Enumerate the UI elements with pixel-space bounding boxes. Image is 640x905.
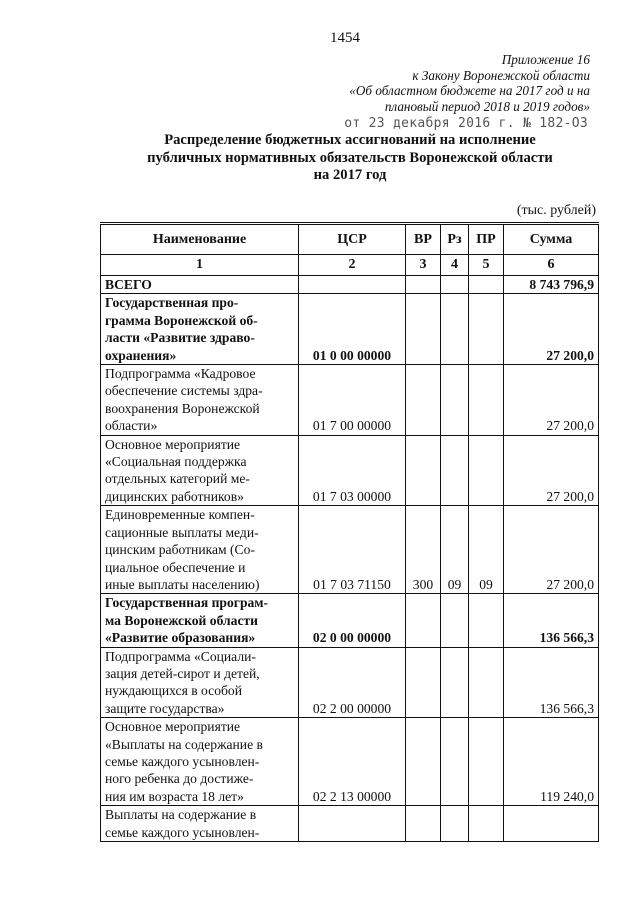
name-line: Государственная про-: [105, 295, 239, 311]
name-line: области»: [105, 418, 158, 434]
name-line: семье каждого усыновлен-: [105, 753, 260, 769]
table-row: [101, 365, 599, 436]
name-line: семье каждого усыновлен-: [105, 824, 260, 840]
name-line: Подпрограмма «Социали-: [105, 648, 256, 664]
title-line: Распределение бюджетных ассигнований на исполнение: [164, 132, 536, 148]
name-line: «Развитие образования»: [105, 630, 256, 646]
cell-pr: 09: [469, 506, 504, 594]
column-number: 5: [469, 255, 504, 276]
cell-sum: 8 743 796,9: [504, 276, 599, 294]
cell-csr: 01 0 00 00000: [299, 294, 406, 365]
cell-vr: [406, 806, 441, 842]
cell-vr: [406, 647, 441, 718]
name-line: ного ребенка до достиже-: [105, 771, 254, 787]
cell-sum: 27 200,0: [504, 506, 599, 594]
title-line: публичных нормативных обязательств Воронежской области: [147, 149, 553, 166]
name-line: цинским работникам (Со-: [105, 542, 255, 558]
cell-name: [101, 806, 299, 842]
cell-csr: 02 2 00 00000: [299, 647, 406, 718]
cell-vr: [406, 365, 441, 436]
cell-name: [101, 435, 299, 506]
appendix-note: [270, 52, 590, 114]
name-line: нуждающихся в особой: [105, 683, 242, 699]
cell-sum: 27 200,0: [504, 365, 599, 436]
name-line: обеспечение системы здра-: [105, 383, 263, 399]
name-line: циальное обеспечение и: [105, 559, 246, 575]
cell-rz: [441, 647, 469, 718]
table-row: [101, 806, 599, 842]
cell-rz: [441, 806, 469, 842]
name-line: дицинских работников»: [105, 488, 244, 504]
cell-vr: [406, 276, 441, 294]
table-body: [101, 276, 599, 842]
budget-table: [100, 222, 599, 842]
cell-pr: [469, 276, 504, 294]
name-line: ния им возраста 18 лет»: [105, 788, 244, 804]
cell-pr: [469, 435, 504, 506]
header-rz: Рз: [441, 224, 469, 255]
table-row: [101, 718, 599, 806]
cell-csr: 02 2 13 00000: [299, 718, 406, 806]
cell-sum: [504, 806, 599, 842]
table-row: [101, 647, 599, 718]
cell-rz: [441, 718, 469, 806]
name-line: Государственная програм-: [105, 595, 269, 611]
cell-name: [101, 647, 299, 718]
cell-pr: [469, 594, 504, 647]
name-line: ВСЕГО: [105, 277, 152, 292]
cell-name: [101, 294, 299, 365]
name-line: «Социальная поддержка: [105, 454, 247, 470]
name-line: иные выплаты населению): [105, 576, 260, 592]
cell-vr: [406, 718, 441, 806]
name-line: ма Воронежской области: [105, 612, 258, 628]
cell-rz: [441, 365, 469, 436]
name-line: Единовременные компен-: [105, 507, 255, 523]
header-csr: ЦСР: [299, 224, 406, 255]
cell-vr: [406, 294, 441, 365]
cell-vr: [406, 435, 441, 506]
table-row: [101, 276, 599, 294]
cell-vr: 300: [406, 506, 441, 594]
page-number: 1454: [330, 30, 360, 46]
name-line: воохранения Воронежской: [105, 400, 260, 416]
header-sum: Сумма: [504, 224, 599, 255]
cell-pr: [469, 806, 504, 842]
cell-csr: 02 0 00 00000: [299, 594, 406, 647]
cell-pr: [469, 718, 504, 806]
name-line: Основное мероприятие: [105, 436, 241, 452]
column-number: 2: [299, 255, 406, 276]
cell-csr: 01 7 00 00000: [299, 365, 406, 436]
appendix-line: Приложение 16: [501, 52, 590, 67]
column-number-row: [101, 255, 599, 276]
name-line: грамма Воронежской об-: [105, 312, 258, 328]
cell-csr: [299, 806, 406, 842]
cell-rz: [441, 294, 469, 365]
header-row: [101, 224, 599, 255]
cell-pr: [469, 294, 504, 365]
name-line: охранения»: [105, 347, 177, 363]
units-label: (тыс. рублей): [516, 203, 596, 218]
cell-csr: 01 7 03 00000: [299, 435, 406, 506]
name-line: «Выплаты на содержание в: [105, 736, 263, 752]
name-line: Выплаты на содержание в: [105, 807, 257, 823]
cell-pr: [469, 365, 504, 436]
appendix-line: плановый период 2018 и 2019 годов»: [384, 98, 590, 114]
cell-sum: 136 566,3: [504, 594, 599, 647]
table-row: [101, 294, 599, 365]
table-row: [101, 435, 599, 506]
header-vr: ВР: [406, 224, 441, 255]
column-number: 4: [441, 255, 469, 276]
table-header: [101, 224, 599, 276]
cell-name: [101, 506, 299, 594]
column-number: 3: [406, 255, 441, 276]
name-line: зация детей-сирот и детей,: [105, 665, 260, 681]
cell-name: [101, 365, 299, 436]
cell-pr: [469, 647, 504, 718]
cell-name: [101, 594, 299, 647]
name-line: сационные выплаты меди-: [105, 524, 259, 540]
name-line: отдельных категорий ме-: [105, 471, 250, 487]
column-number: 6: [504, 255, 599, 276]
appendix-line: к Закону Воронежской области: [412, 67, 590, 83]
header-pr: ПР: [469, 224, 504, 255]
title-line: на 2017 год: [313, 167, 387, 183]
cell-csr: 01 7 03 71150: [299, 506, 406, 594]
cell-rz: [441, 594, 469, 647]
name-line: Основное мероприятие: [105, 719, 241, 735]
cell-rz: 09: [441, 506, 469, 594]
table-row: [101, 506, 599, 594]
column-number: 1: [101, 255, 299, 276]
cell-sum: 27 200,0: [504, 294, 599, 365]
header-name: Наименование: [101, 224, 299, 255]
name-line: ласти «Развитие здраво-: [105, 330, 255, 346]
name-line: Подпрограмма «Кадровое: [105, 366, 256, 382]
cell-rz: [441, 276, 469, 294]
law-date-stamp: от 23 декабря 2016 г. № 182-ОЗ: [344, 116, 588, 131]
appendix-line: «Об областном бюджете на 2017 год и на: [349, 83, 590, 99]
cell-csr: [299, 276, 406, 294]
cell-name: [101, 718, 299, 806]
cell-vr: [406, 594, 441, 647]
name-line: защите государства»: [105, 700, 225, 716]
cell-sum: 119 240,0: [504, 718, 599, 806]
cell-sum: 27 200,0: [504, 435, 599, 506]
document-title: [100, 132, 600, 185]
cell-name: [101, 276, 299, 294]
table-row: [101, 594, 599, 647]
cell-sum: 136 566,3: [504, 647, 599, 718]
cell-rz: [441, 435, 469, 506]
